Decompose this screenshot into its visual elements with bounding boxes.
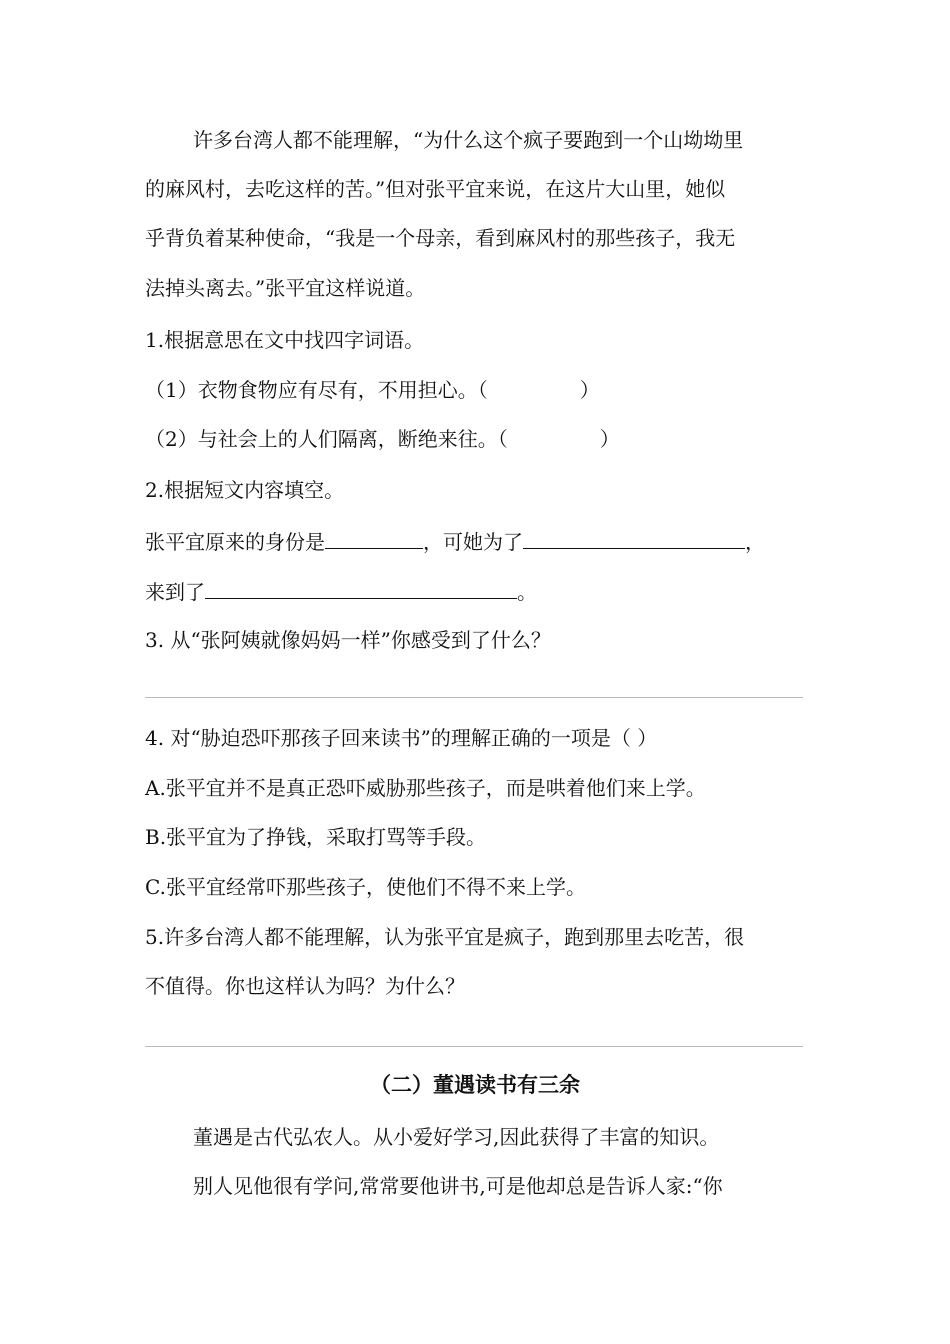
- question-3-stem: 3. 从“张阿姨就像妈妈一样”你感受到了什么？: [145, 628, 551, 652]
- question-1-item-2: [145, 425, 620, 453]
- question-2-part-2: ，可她为了: [423, 530, 523, 554]
- passage1-line-4: 法掉头离去。”张平宜这样说道。: [145, 276, 426, 300]
- answer-line-q5[interactable]: [145, 1046, 803, 1047]
- question-1-item-2-text: （2）与社会上的人们隔离，断绝来往。（: [145, 427, 508, 451]
- question-5-line-2: 不值得。你也这样认为吗？为什么？: [145, 974, 465, 998]
- question-2-fill-line-2: [145, 576, 537, 606]
- passage1-line-1: 许多台湾人都不能理解，“为什么这个疯子要跑到一个山坳坳里: [193, 128, 744, 152]
- fill-blank-purpose[interactable]: [523, 526, 745, 549]
- question-1-item-1-text: （1）衣物食物应有尽有，不用担心。（: [145, 378, 488, 402]
- question-1-item-1-close: ）: [579, 378, 600, 402]
- question-4-stem: 4. 对“胁迫恐吓那孩子回来读书”的理解正确的一项是（ ）: [145, 726, 658, 750]
- fill-blank-identity[interactable]: [325, 526, 423, 549]
- question-2-part-3: ，: [745, 530, 765, 554]
- passage1-line-3: 乎背负着某种使命，“我是一个母亲，看到麻风村的那些孩子，我无: [145, 226, 736, 250]
- question-4-option-c[interactable]: C.张平宜经常吓那些孩子，使他们不得不来上学。: [145, 875, 586, 899]
- question-1-stem: 1.根据意思在文中找四字词语。: [145, 328, 425, 352]
- question-1-item-1: [145, 376, 600, 404]
- passage2-title: （二）董遇读书有三余: [370, 1073, 580, 1097]
- question-2-stem: 2.根据短文内容填空。: [145, 478, 345, 502]
- question-2-part-4: 来到了: [145, 580, 205, 604]
- question-2-part-1: 张平宜原来的身份是: [145, 530, 325, 554]
- answer-line-q3[interactable]: [145, 697, 803, 698]
- fill-blank-destination[interactable]: [205, 576, 517, 599]
- question-2-fill-line-1: [145, 526, 765, 556]
- question-1-item-2-close: ）: [599, 427, 620, 451]
- question-4-option-a[interactable]: A.张平宜并不是真正恐吓威胁那些孩子，而是哄着他们来上学。: [145, 776, 706, 800]
- passage2-line-2: 别人见他很有学问,常常要他讲书,可是他却总是告诉人家:“你: [193, 1174, 723, 1198]
- question-4-option-b[interactable]: B.张平宜为了挣钱，采取打骂等手段。: [145, 825, 487, 849]
- question-2-part-5: 。: [517, 580, 537, 604]
- passage2-line-1: 董遇是古代弘农人。从小爱好学习,因此获得了丰富的知识。: [193, 1125, 720, 1149]
- question-5-line-1: 5.许多台湾人都不能理解，认为张平宜是疯子，跑到那里去吃苦，很: [145, 925, 745, 949]
- passage1-line-2: 的麻风村，去吃这样的苦。”但对张平宜来说，在这片大山里，她似: [145, 177, 726, 201]
